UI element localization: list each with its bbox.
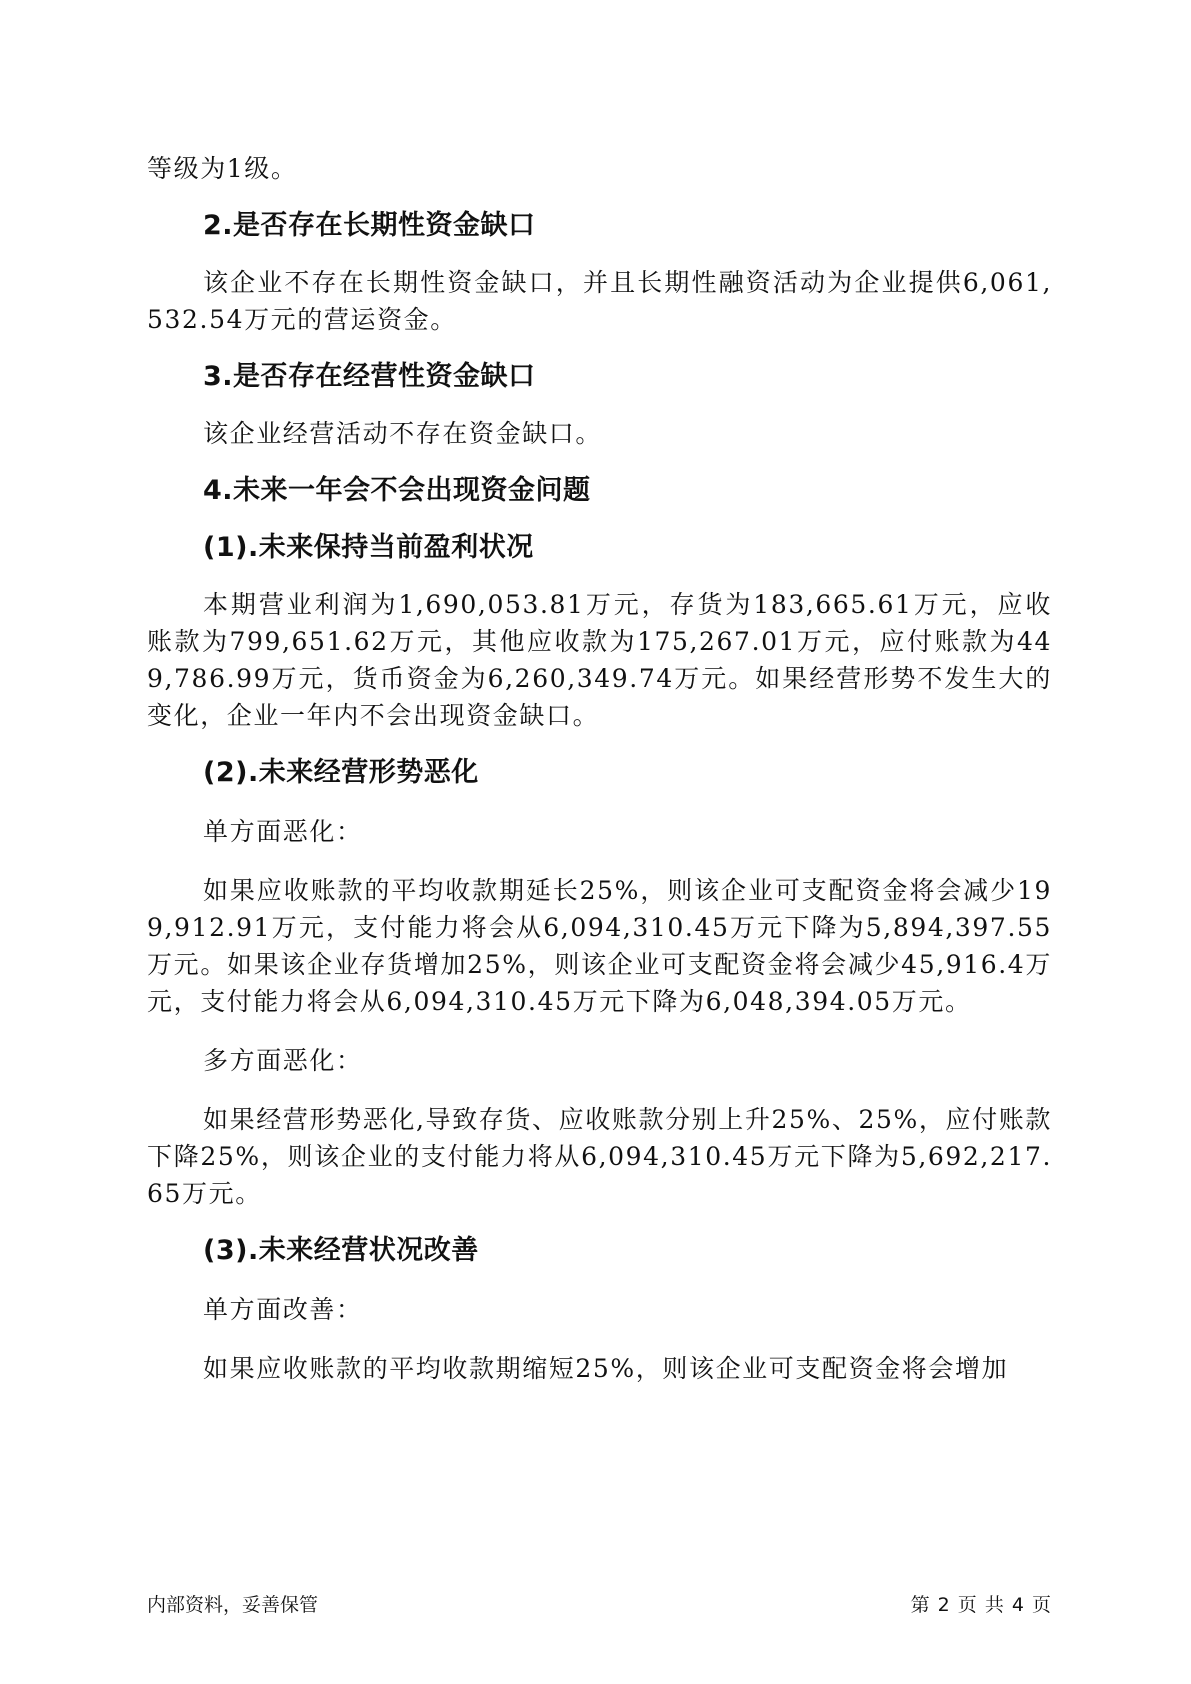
heading-operating-gap: 3.是否存在经营性资金缺口 [203,361,536,392]
paragraph-multi-deterioration-label: 多方面恶化： [203,1046,363,1075]
heading-improvement: (3).未来经营状况改善 [203,1235,479,1266]
heading-keep-profit: (1).未来保持当前盈利状况 [203,532,534,563]
paragraph-level-text: 等级为1级。 [147,154,298,183]
heading-next-year: 4.未来一年会不会出现资金问题 [203,475,591,506]
paragraph-single-improvement: 如果应收账款的平均收款期缩短25%，则该企业可支配资金将会增加 [203,1354,1009,1383]
paragraph-keep-profit: 本期营业利润为1,690,053.81万元，存货为183,665.61万元，应收账款为799,651.62万元，其他应收款为175,267.01万元，应付账款为449,786.99万元，货币资金为6,260,349.74万元。如果经营形势不发生大的变化，企业一年内不会出现资金缺口。 [147,590,1052,730]
paragraph-single-deterioration-label: 单方面恶化： [203,817,363,846]
heading-long-term-gap: 2.是否存在长期性资金缺口 [203,210,536,241]
paragraph-single-improvement-label: 单方面改善： [203,1295,363,1324]
document-body [147,150,1052,1387]
footer-page-number: 第 2 页 共 4 页 [910,1594,1052,1616]
footer-confidential-note: 内部资料，妥善保管 [147,1594,319,1616]
paragraph-operating-gap: 该企业经营活动不存在资金缺口。 [203,419,603,448]
paragraph-single-deterioration: 如果应收账款的平均收款期延长25%，则该企业可支配资金将会减少199,912.91万元，支付能力将会从6,094,310.45万元下降为5,894,397.55万元。如果该企业存货增加25%，则该企业可支配资金将会减少45,916.4万元，支付能力将会从6,094,310.45万元下降为6,048,394.05万元。 [147,876,1052,1016]
heading-deterioration: (2).未来经营形势恶化 [203,757,479,788]
paragraph-long-term-gap: 该企业不存在长期性资金缺口，并且长期性融资活动为企业提供6,061,532.54万元的营运资金。 [147,268,1052,334]
paragraph-multi-deterioration: 如果经营形势恶化,导致存货、应收账款分别上升25%、25%，应付账款下降25%，则该企业的支付能力将从6,094,310.45万元下降为5,692,217.65万元。 [147,1105,1052,1208]
